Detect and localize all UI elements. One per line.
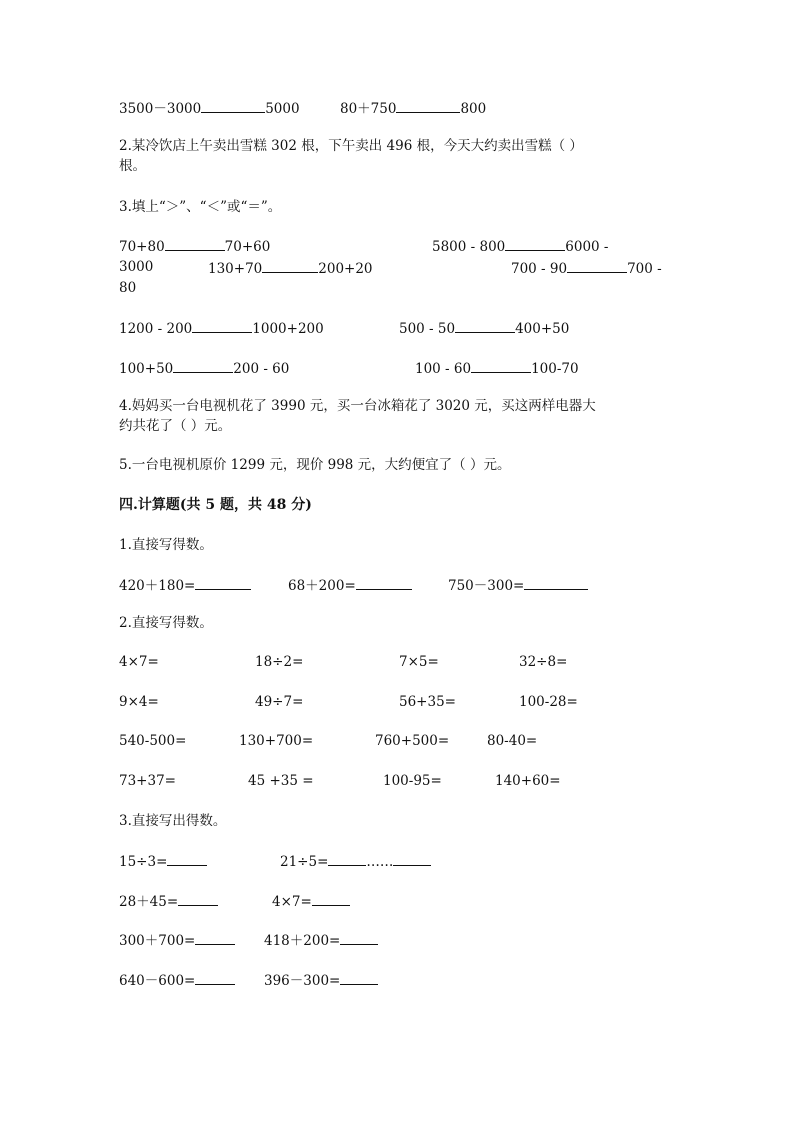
- compare-item: 130+70 200+20: [208, 258, 373, 278]
- calc-item: 420＋180=: [119, 575, 251, 595]
- calc-item: 49÷7=: [255, 694, 304, 710]
- compare-item: 1200 - 200 1000+200: [119, 318, 324, 338]
- calc-item: 7×5=: [399, 654, 439, 670]
- calc-item: 45 +35 =: [248, 773, 314, 789]
- calc-item: 28＋45=: [119, 891, 218, 911]
- compare-item: 70+80 70+60: [119, 236, 270, 256]
- compare-item: 5800 - 800 6000 -: [432, 236, 609, 256]
- question-3-title: 3.填上“＞”、“＜”或“＝”。: [119, 199, 282, 215]
- calc-item: 56+35=: [399, 694, 456, 710]
- calc-1-title: 1.直接写得数。: [119, 537, 213, 553]
- answer-blank[interactable]: [505, 236, 565, 251]
- compare-item: 100 - 60 100-70: [415, 358, 579, 378]
- calc-item: 21÷5= ……: [280, 851, 431, 871]
- answer-blank[interactable]: [356, 575, 412, 590]
- question-2-text: 2.某冷饮店上午卖出雪糕 302 根，下午卖出 496 根，今天大约卖出雪糕（ ）: [119, 138, 583, 154]
- calc-3-title: 3.直接写出得数。: [119, 813, 227, 829]
- calc-item: 760+500=: [375, 733, 450, 749]
- question-4-text: 4.妈妈买一台电视机花了 3990 元，买一台冰箱花了 3020 元，买这两样电器大: [119, 398, 596, 414]
- answer-blank[interactable]: [396, 98, 460, 113]
- answer-blank[interactable]: [312, 891, 350, 906]
- calc-item: 300＋700=: [119, 930, 235, 950]
- answer-blank[interactable]: [195, 575, 251, 590]
- calc-item: 396－300=: [264, 970, 378, 990]
- answer-blank[interactable]: [195, 930, 235, 945]
- answer-blank[interactable]: [167, 851, 207, 866]
- compare-item: 500 - 50 400+50: [399, 318, 569, 338]
- answer-blank[interactable]: [262, 258, 318, 273]
- answer-blank[interactable]: [173, 358, 233, 373]
- answer-blank[interactable]: [340, 930, 378, 945]
- answer-blank[interactable]: [192, 318, 252, 333]
- calc-item: 418＋200=: [264, 930, 378, 950]
- calc-item: 9×4=: [119, 694, 159, 710]
- calc-item: 4×7=: [119, 654, 159, 670]
- answer-blank[interactable]: [567, 258, 627, 273]
- answer-blank[interactable]: [455, 318, 515, 333]
- answer-blank[interactable]: [195, 970, 235, 985]
- answer-blank[interactable]: [328, 851, 366, 866]
- calc-item: 130+700=: [239, 733, 314, 749]
- calc-item: 80-40=: [487, 733, 538, 749]
- answer-blank[interactable]: [340, 970, 378, 985]
- compare-line: 3500－3000 5000: [119, 98, 300, 118]
- calc-item: 640－600=: [119, 970, 235, 990]
- compare-item: 700 - 90 700 -: [511, 258, 662, 278]
- compare-item-cont: 80: [119, 280, 137, 296]
- compare-item: 100+50 200 - 60: [119, 358, 289, 378]
- calc-item: 18÷2=: [255, 654, 304, 670]
- answer-blank[interactable]: [165, 236, 225, 251]
- calc-item: 68＋200=: [288, 575, 412, 595]
- answer-blank[interactable]: [201, 98, 265, 113]
- answer-blank[interactable]: [178, 891, 218, 906]
- calc-item: 750－300=: [448, 575, 588, 595]
- question-5-text: 5.一台电视机原价 1299 元，现价 998 元，大约便宜了（ ）元。: [119, 457, 511, 473]
- compare-line: 80＋750 800: [340, 98, 486, 118]
- compare-item-cont: 3000: [119, 259, 154, 275]
- answer-blank[interactable]: [393, 851, 431, 866]
- calc-item: 73+37=: [119, 773, 176, 789]
- question-2-text-cont: 根。: [119, 158, 146, 174]
- answer-blank[interactable]: [471, 358, 531, 373]
- calc-item: 100-95=: [383, 773, 442, 789]
- question-4-text-cont: 约共花了（ ）元。: [119, 418, 232, 434]
- calc-item: 140+60=: [495, 773, 561, 789]
- calc-item: 540-500=: [119, 733, 187, 749]
- answer-blank[interactable]: [524, 575, 588, 590]
- calc-item: 32÷8=: [519, 654, 568, 670]
- calc-item: 100-28=: [519, 694, 578, 710]
- calc-item: 15÷3=: [119, 851, 207, 871]
- section-title: 四.计算题(共 5 题，共 48 分): [119, 497, 312, 513]
- calc-2-title: 2.直接写得数。: [119, 615, 213, 631]
- calc-item: 4×7=: [272, 891, 350, 911]
